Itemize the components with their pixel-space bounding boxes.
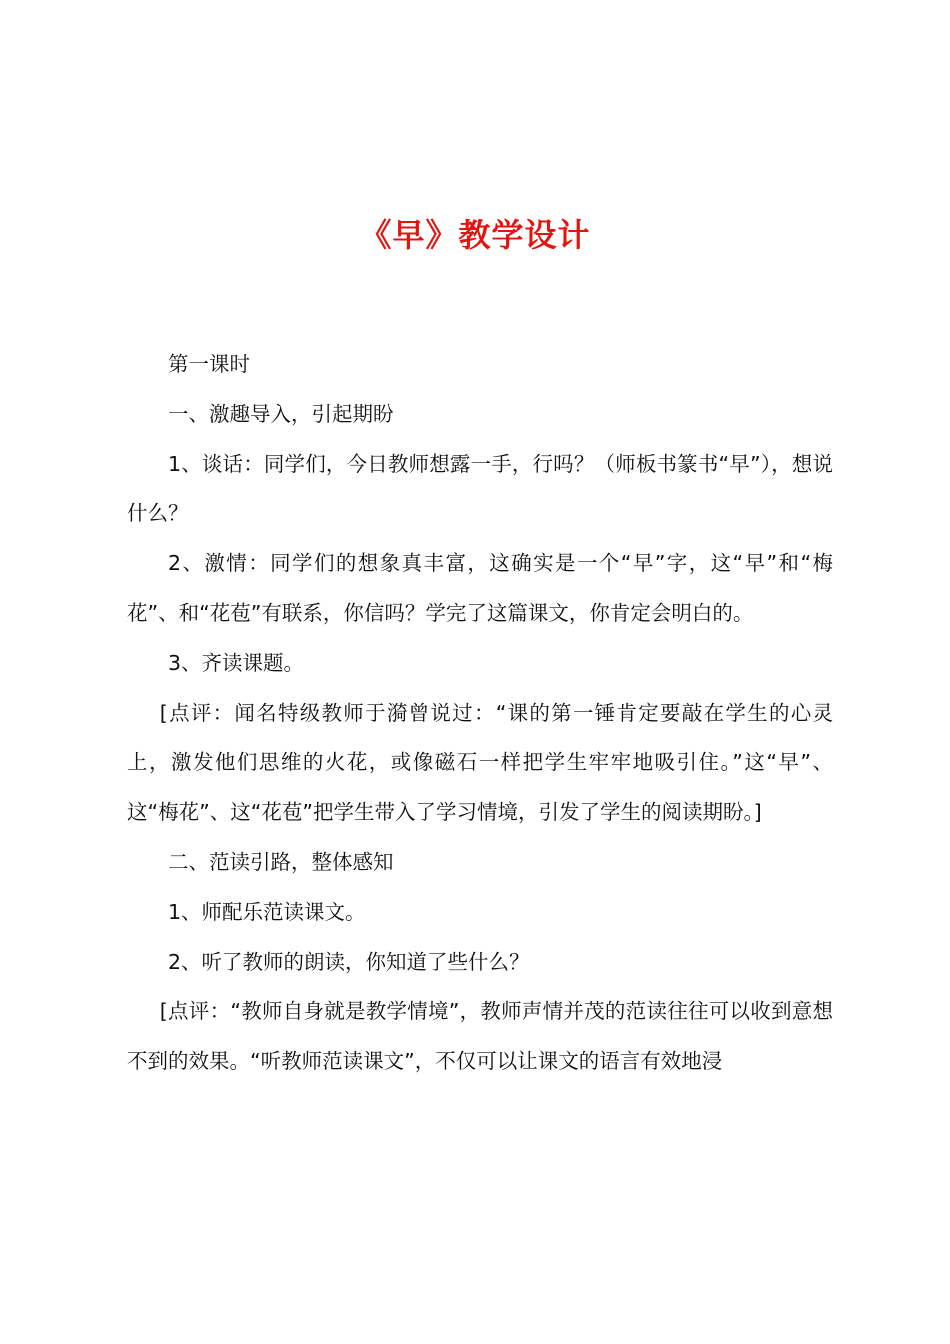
document-body [127, 340, 833, 1087]
paragraph: 1、谈话：同学们，今日教师想露一手，行吗？（师板书篆书“早”），想说什么？ [127, 451, 833, 526]
commentary-paragraph: [点评：闻名特级教师于漪曾说过：“课的第一锤肯定要敲在学生的心灵上，激发他们思维的火花，或像磁石一样把学生牢牢地吸引住。”这“早”、这“梅花”、这“花苞”把学生带入了学习情境，引发了学生的阅读期盼。] [127, 700, 833, 825]
lesson-heading: 第一课时 [168, 352, 250, 376]
document-title: 《早》教学设计 [359, 216, 591, 254]
paragraph: 3、齐读课题。 [168, 650, 305, 675]
paragraph: 1、师配乐范读课文。 [168, 899, 366, 924]
paragraph: 2、听了教师的朗读，你知道了些什么？ [168, 949, 530, 974]
paragraph: 2、激情：同学们的想象真丰富，这确实是一个“早”字，这“早”和“梅花”、和“花苞”有联系，你信吗？学完了这篇课文，你肯定会明白的。 [127, 551, 833, 625]
section-heading-1: 一、激趣导入，引起期盼 [168, 401, 394, 426]
section-heading-2: 二、范读引路，整体感知 [168, 849, 394, 874]
commentary-paragraph: [点评：“教师自身就是教学情境”，教师声情并茂的范读往往可以收到意想不到的效果。“听教师范读课文”，不仅可以让课文的语言有效地浸 [127, 999, 833, 1074]
